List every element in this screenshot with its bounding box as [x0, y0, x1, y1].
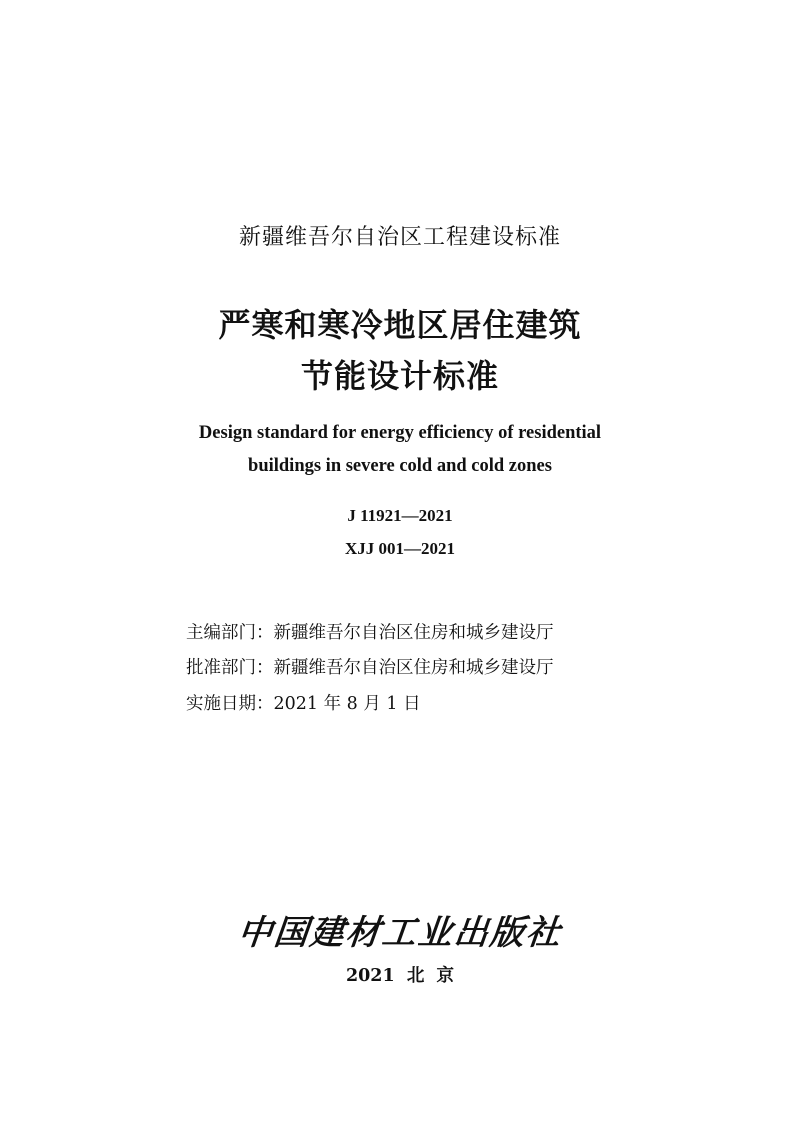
standard-code-xjj: XJJ 001—2021: [344, 539, 456, 558]
standard-series-heading: 新疆维吾尔自治区工程建设标准: [238, 225, 561, 250]
publication-year-place: 2021 北 京: [345, 966, 455, 986]
implementation-date: 实施日期：2021 年 8 月 1 日: [186, 694, 421, 714]
chief-editing-department: 主编部门：新疆维吾尔自治区住房和城乡建设厅: [186, 623, 554, 643]
document-title-line-1: 严寒和寒冷地区居住建筑: [218, 306, 582, 344]
publisher-logo: 中国建材工业出版社: [235, 913, 565, 953]
approving-department: 批准部门：新疆维吾尔自治区住房和城乡建设厅: [186, 658, 554, 678]
document-title-line-2: 节能设计标准: [300, 357, 499, 395]
english-title-line-1: Design standard for energy efficiency of residential: [198, 423, 602, 443]
standard-code-j: J 11921—2021: [347, 506, 453, 525]
english-title-line-2: buildings in severe cold and cold zones: [248, 456, 552, 476]
